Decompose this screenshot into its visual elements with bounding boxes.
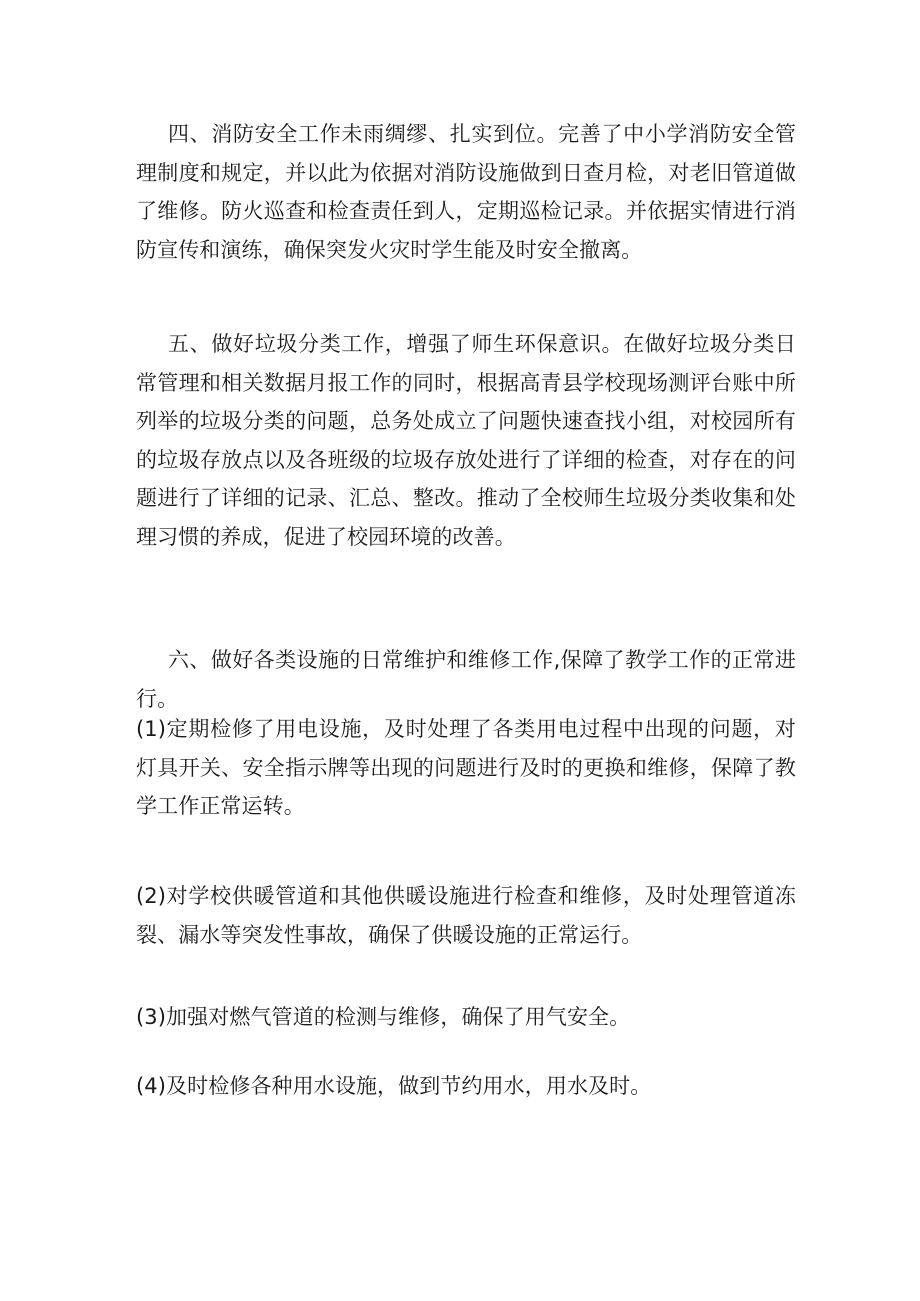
paragraph-garbage-sorting: 五、做好垃圾分类工作，增强了师生环保意识。在做好垃圾分类日常管理和相关数据月报工作的同时，根据高青县学校现场测评台账中所列举的垃圾分类的问题，总务处成立了问题快速查找小组，对校园所有的垃圾存放点以及各班级的垃圾存放处进行了详细的检查，对存在的问题进行了详细的记录、汇总、整改。推动了全校师生垃圾分类收集和处理习惯的养成，促进了校园环境的改善。	[136, 332, 796, 549]
paragraph-fire-safety: 四、消防安全工作未雨绸缪、扎实到位。完善了中小学消防安全管理制度和规定，并以此为依据对消防设施做到日查月检，对老旧管道做了维修。防火巡查和检查责任到人，定期巡检记录。并依据实情进行消防宣传和演练，确保突发火灾时学生能及时安全撤离。	[136, 122, 796, 262]
list-item-water: (4)及时检修各种用水设施，做到节约用水，用水及时。	[136, 1074, 652, 1098]
list-item-gas: (3)加强对燃气管道的检测与维修，确保了用气安全。	[136, 1005, 631, 1029]
list-item-heating: (2)对学校供暖管道和其他供暖设施进行检查和维修，及时处理管道冻裂、漏水等突发性事故，确保了供暖设施的正常运行。	[136, 884, 796, 947]
paragraph-facility-maintenance: 六、做好各类设施的日常维护和维修工作,保障了教学工作的正常进行。	[136, 648, 796, 711]
list-item-electrical: (1)定期检修了用电设施，及时处理了各类用电过程中出现的问题，对灯具开关、安全指示牌等出现的问题进行及时的更换和维修，保障了教学工作正常运转。	[136, 717, 796, 819]
